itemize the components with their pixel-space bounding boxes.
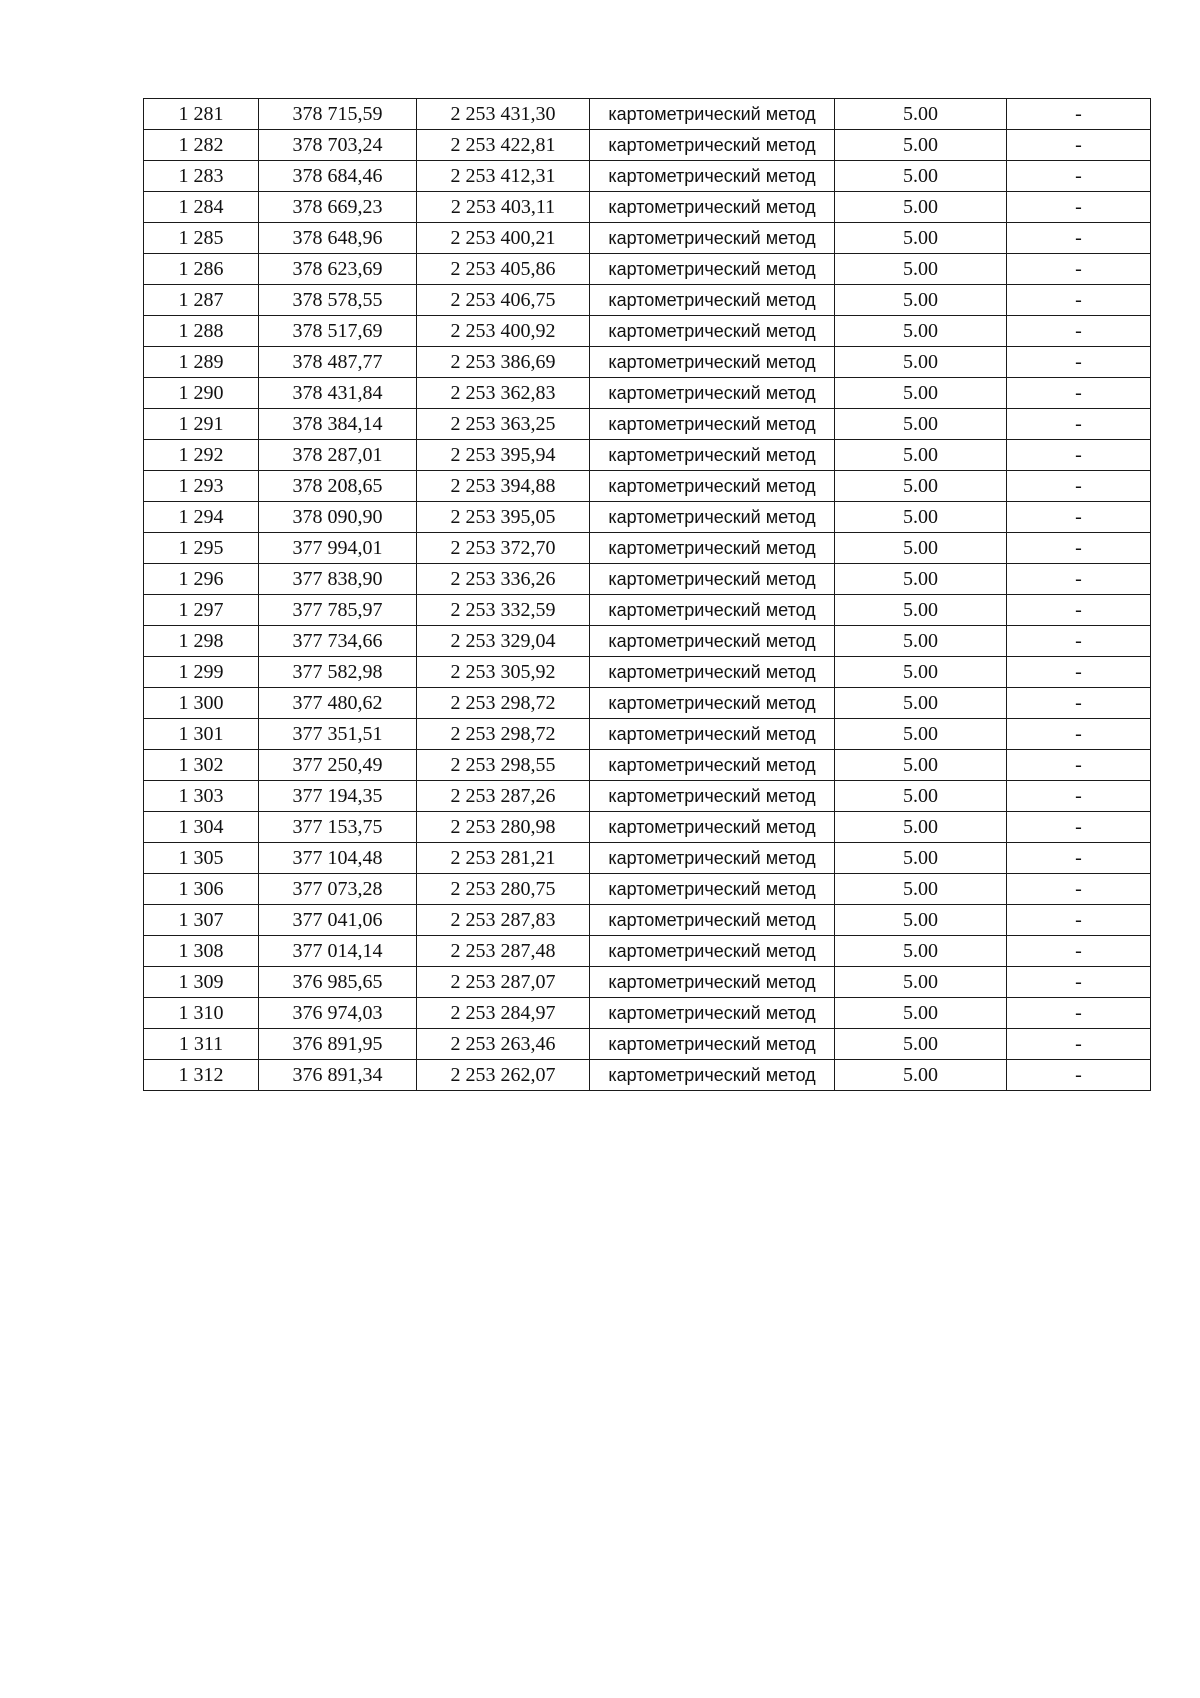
accuracy-cell: 5.00	[835, 99, 1007, 130]
x-coordinate-cell: 378 623,69	[259, 254, 417, 285]
point-number-cell: 1 307	[144, 905, 259, 936]
y-coordinate-cell: 2 253 363,25	[417, 409, 590, 440]
y-coordinate-cell: 2 253 298,55	[417, 750, 590, 781]
accuracy-cell: 5.00	[835, 750, 1007, 781]
x-coordinate-cell: 378 208,65	[259, 471, 417, 502]
y-coordinate-cell: 2 253 412,31	[417, 161, 590, 192]
coordinates-table-body	[144, 99, 1151, 1091]
y-coordinate-cell: 2 253 336,26	[417, 564, 590, 595]
y-coordinate-cell: 2 253 287,48	[417, 936, 590, 967]
accuracy-cell: 5.00	[835, 657, 1007, 688]
x-coordinate-cell: 378 287,01	[259, 440, 417, 471]
accuracy-cell: 5.00	[835, 874, 1007, 905]
table-row	[144, 347, 1151, 378]
accuracy-cell: 5.00	[835, 626, 1007, 657]
description-cell: -	[1007, 533, 1151, 564]
accuracy-cell: 5.00	[835, 130, 1007, 161]
table-row	[144, 626, 1151, 657]
table-row	[144, 905, 1151, 936]
y-coordinate-cell: 2 253 287,26	[417, 781, 590, 812]
y-coordinate-cell: 2 253 298,72	[417, 688, 590, 719]
method-cell: картометрический метод	[590, 781, 835, 812]
table-row	[144, 1029, 1151, 1060]
description-cell: -	[1007, 657, 1151, 688]
point-number-cell: 1 303	[144, 781, 259, 812]
method-cell: картометрический метод	[590, 285, 835, 316]
table-row	[144, 223, 1151, 254]
table-row	[144, 967, 1151, 998]
description-cell: -	[1007, 502, 1151, 533]
point-number-cell: 1 311	[144, 1029, 259, 1060]
method-cell: картометрический метод	[590, 719, 835, 750]
accuracy-cell: 5.00	[835, 843, 1007, 874]
accuracy-cell: 5.00	[835, 533, 1007, 564]
x-coordinate-cell: 376 974,03	[259, 998, 417, 1029]
table-row	[144, 130, 1151, 161]
table-row	[144, 378, 1151, 409]
accuracy-cell: 5.00	[835, 316, 1007, 347]
accuracy-cell: 5.00	[835, 812, 1007, 843]
method-cell: картометрический метод	[590, 936, 835, 967]
x-coordinate-cell: 377 014,14	[259, 936, 417, 967]
table-row	[144, 719, 1151, 750]
method-cell: картометрический метод	[590, 130, 835, 161]
description-cell: -	[1007, 626, 1151, 657]
y-coordinate-cell: 2 253 280,98	[417, 812, 590, 843]
method-cell: картометрический метод	[590, 254, 835, 285]
accuracy-cell: 5.00	[835, 936, 1007, 967]
y-coordinate-cell: 2 253 305,92	[417, 657, 590, 688]
table-row	[144, 471, 1151, 502]
y-coordinate-cell: 2 253 281,21	[417, 843, 590, 874]
description-cell: -	[1007, 99, 1151, 130]
method-cell: картометрический метод	[590, 1060, 835, 1091]
point-number-cell: 1 293	[144, 471, 259, 502]
accuracy-cell: 5.00	[835, 409, 1007, 440]
point-number-cell: 1 299	[144, 657, 259, 688]
description-cell: -	[1007, 223, 1151, 254]
y-coordinate-cell: 2 253 280,75	[417, 874, 590, 905]
method-cell: картометрический метод	[590, 874, 835, 905]
x-coordinate-cell: 376 891,34	[259, 1060, 417, 1091]
accuracy-cell: 5.00	[835, 1060, 1007, 1091]
table-row	[144, 316, 1151, 347]
description-cell: -	[1007, 409, 1151, 440]
point-number-cell: 1 291	[144, 409, 259, 440]
point-number-cell: 1 312	[144, 1060, 259, 1091]
accuracy-cell: 5.00	[835, 998, 1007, 1029]
point-number-cell: 1 283	[144, 161, 259, 192]
y-coordinate-cell: 2 253 395,05	[417, 502, 590, 533]
description-cell: -	[1007, 285, 1151, 316]
method-cell: картометрический метод	[590, 161, 835, 192]
accuracy-cell: 5.00	[835, 347, 1007, 378]
table-row	[144, 564, 1151, 595]
y-coordinate-cell: 2 253 403,11	[417, 192, 590, 223]
point-number-cell: 1 286	[144, 254, 259, 285]
table-row	[144, 843, 1151, 874]
description-cell: -	[1007, 130, 1151, 161]
accuracy-cell: 5.00	[835, 781, 1007, 812]
point-number-cell: 1 285	[144, 223, 259, 254]
table-row	[144, 254, 1151, 285]
description-cell: -	[1007, 998, 1151, 1029]
description-cell: -	[1007, 719, 1151, 750]
y-coordinate-cell: 2 253 284,97	[417, 998, 590, 1029]
method-cell: картометрический метод	[590, 967, 835, 998]
accuracy-cell: 5.00	[835, 285, 1007, 316]
table-row	[144, 533, 1151, 564]
x-coordinate-cell: 378 578,55	[259, 285, 417, 316]
x-coordinate-cell: 378 715,59	[259, 99, 417, 130]
point-number-cell: 1 301	[144, 719, 259, 750]
accuracy-cell: 5.00	[835, 440, 1007, 471]
method-cell: картометрический метод	[590, 626, 835, 657]
method-cell: картометрический метод	[590, 192, 835, 223]
y-coordinate-cell: 2 253 394,88	[417, 471, 590, 502]
method-cell: картометрический метод	[590, 1029, 835, 1060]
description-cell: -	[1007, 1060, 1151, 1091]
x-coordinate-cell: 377 250,49	[259, 750, 417, 781]
description-cell: -	[1007, 440, 1151, 471]
accuracy-cell: 5.00	[835, 967, 1007, 998]
method-cell: картометрический метод	[590, 378, 835, 409]
point-number-cell: 1 290	[144, 378, 259, 409]
table-row	[144, 657, 1151, 688]
description-cell: -	[1007, 781, 1151, 812]
description-cell: -	[1007, 967, 1151, 998]
x-coordinate-cell: 378 648,96	[259, 223, 417, 254]
x-coordinate-cell: 377 734,66	[259, 626, 417, 657]
description-cell: -	[1007, 471, 1151, 502]
point-number-cell: 1 310	[144, 998, 259, 1029]
point-number-cell: 1 295	[144, 533, 259, 564]
x-coordinate-cell: 378 090,90	[259, 502, 417, 533]
description-cell: -	[1007, 316, 1151, 347]
x-coordinate-cell: 378 669,23	[259, 192, 417, 223]
accuracy-cell: 5.00	[835, 564, 1007, 595]
x-coordinate-cell: 376 985,65	[259, 967, 417, 998]
method-cell: картометрический метод	[590, 409, 835, 440]
accuracy-cell: 5.00	[835, 905, 1007, 936]
description-cell: -	[1007, 750, 1151, 781]
method-cell: картометрический метод	[590, 998, 835, 1029]
point-number-cell: 1 282	[144, 130, 259, 161]
y-coordinate-cell: 2 253 263,46	[417, 1029, 590, 1060]
x-coordinate-cell: 378 517,69	[259, 316, 417, 347]
method-cell: картометрический метод	[590, 502, 835, 533]
x-coordinate-cell: 378 431,84	[259, 378, 417, 409]
y-coordinate-cell: 2 253 400,21	[417, 223, 590, 254]
description-cell: -	[1007, 688, 1151, 719]
y-coordinate-cell: 2 253 372,70	[417, 533, 590, 564]
accuracy-cell: 5.00	[835, 161, 1007, 192]
point-number-cell: 1 306	[144, 874, 259, 905]
accuracy-cell: 5.00	[835, 595, 1007, 626]
x-coordinate-cell: 377 351,51	[259, 719, 417, 750]
method-cell: картометрический метод	[590, 812, 835, 843]
point-number-cell: 1 300	[144, 688, 259, 719]
accuracy-cell: 5.00	[835, 1029, 1007, 1060]
table-row	[144, 874, 1151, 905]
method-cell: картометрический метод	[590, 99, 835, 130]
description-cell: -	[1007, 161, 1151, 192]
y-coordinate-cell: 2 253 386,69	[417, 347, 590, 378]
description-cell: -	[1007, 192, 1151, 223]
method-cell: картометрический метод	[590, 750, 835, 781]
x-coordinate-cell: 377 838,90	[259, 564, 417, 595]
x-coordinate-cell: 377 041,06	[259, 905, 417, 936]
point-number-cell: 1 298	[144, 626, 259, 657]
point-number-cell: 1 309	[144, 967, 259, 998]
description-cell: -	[1007, 843, 1151, 874]
x-coordinate-cell: 377 073,28	[259, 874, 417, 905]
method-cell: картометрический метод	[590, 595, 835, 626]
accuracy-cell: 5.00	[835, 378, 1007, 409]
description-cell: -	[1007, 595, 1151, 626]
x-coordinate-cell: 377 104,48	[259, 843, 417, 874]
point-number-cell: 1 297	[144, 595, 259, 626]
point-number-cell: 1 304	[144, 812, 259, 843]
table-row	[144, 502, 1151, 533]
point-number-cell: 1 296	[144, 564, 259, 595]
description-cell: -	[1007, 874, 1151, 905]
method-cell: картометрический метод	[590, 533, 835, 564]
point-number-cell: 1 288	[144, 316, 259, 347]
description-cell: -	[1007, 564, 1151, 595]
x-coordinate-cell: 376 891,95	[259, 1029, 417, 1060]
point-number-cell: 1 289	[144, 347, 259, 378]
point-number-cell: 1 292	[144, 440, 259, 471]
table-row	[144, 285, 1151, 316]
accuracy-cell: 5.00	[835, 471, 1007, 502]
point-number-cell: 1 284	[144, 192, 259, 223]
table-row	[144, 161, 1151, 192]
description-cell: -	[1007, 347, 1151, 378]
x-coordinate-cell: 377 582,98	[259, 657, 417, 688]
y-coordinate-cell: 2 253 422,81	[417, 130, 590, 161]
table-row	[144, 936, 1151, 967]
description-cell: -	[1007, 254, 1151, 285]
table-row	[144, 750, 1151, 781]
accuracy-cell: 5.00	[835, 223, 1007, 254]
y-coordinate-cell: 2 253 287,83	[417, 905, 590, 936]
y-coordinate-cell: 2 253 262,07	[417, 1060, 590, 1091]
x-coordinate-cell: 377 153,75	[259, 812, 417, 843]
table-row	[144, 99, 1151, 130]
y-coordinate-cell: 2 253 395,94	[417, 440, 590, 471]
method-cell: картометрический метод	[590, 440, 835, 471]
coordinates-table	[143, 98, 1151, 1091]
table-row	[144, 409, 1151, 440]
y-coordinate-cell: 2 253 298,72	[417, 719, 590, 750]
x-coordinate-cell: 378 703,24	[259, 130, 417, 161]
method-cell: картометрический метод	[590, 657, 835, 688]
point-number-cell: 1 281	[144, 99, 259, 130]
y-coordinate-cell: 2 253 287,07	[417, 967, 590, 998]
accuracy-cell: 5.00	[835, 502, 1007, 533]
point-number-cell: 1 294	[144, 502, 259, 533]
table-row	[144, 781, 1151, 812]
method-cell: картометрический метод	[590, 316, 835, 347]
point-number-cell: 1 302	[144, 750, 259, 781]
point-number-cell: 1 305	[144, 843, 259, 874]
y-coordinate-cell: 2 253 362,83	[417, 378, 590, 409]
accuracy-cell: 5.00	[835, 254, 1007, 285]
y-coordinate-cell: 2 253 405,86	[417, 254, 590, 285]
method-cell: картометрический метод	[590, 843, 835, 874]
method-cell: картометрический метод	[590, 564, 835, 595]
description-cell: -	[1007, 936, 1151, 967]
accuracy-cell: 5.00	[835, 688, 1007, 719]
y-coordinate-cell: 2 253 329,04	[417, 626, 590, 657]
x-coordinate-cell: 378 684,46	[259, 161, 417, 192]
description-cell: -	[1007, 905, 1151, 936]
accuracy-cell: 5.00	[835, 719, 1007, 750]
x-coordinate-cell: 377 785,97	[259, 595, 417, 626]
x-coordinate-cell: 377 994,01	[259, 533, 417, 564]
description-cell: -	[1007, 378, 1151, 409]
method-cell: картометрический метод	[590, 471, 835, 502]
table-row	[144, 998, 1151, 1029]
table-row	[144, 595, 1151, 626]
method-cell: картометрический метод	[590, 347, 835, 378]
table-row	[144, 440, 1151, 471]
y-coordinate-cell: 2 253 431,30	[417, 99, 590, 130]
accuracy-cell: 5.00	[835, 192, 1007, 223]
table-row	[144, 688, 1151, 719]
y-coordinate-cell: 2 253 400,92	[417, 316, 590, 347]
x-coordinate-cell: 378 384,14	[259, 409, 417, 440]
y-coordinate-cell: 2 253 406,75	[417, 285, 590, 316]
method-cell: картометрический метод	[590, 223, 835, 254]
y-coordinate-cell: 2 253 332,59	[417, 595, 590, 626]
description-cell: -	[1007, 1029, 1151, 1060]
table-row	[144, 1060, 1151, 1091]
method-cell: картометрический метод	[590, 905, 835, 936]
x-coordinate-cell: 377 194,35	[259, 781, 417, 812]
x-coordinate-cell: 378 487,77	[259, 347, 417, 378]
point-number-cell: 1 308	[144, 936, 259, 967]
point-number-cell: 1 287	[144, 285, 259, 316]
description-cell: -	[1007, 812, 1151, 843]
table-row	[144, 192, 1151, 223]
method-cell: картометрический метод	[590, 688, 835, 719]
x-coordinate-cell: 377 480,62	[259, 688, 417, 719]
table-row	[144, 812, 1151, 843]
